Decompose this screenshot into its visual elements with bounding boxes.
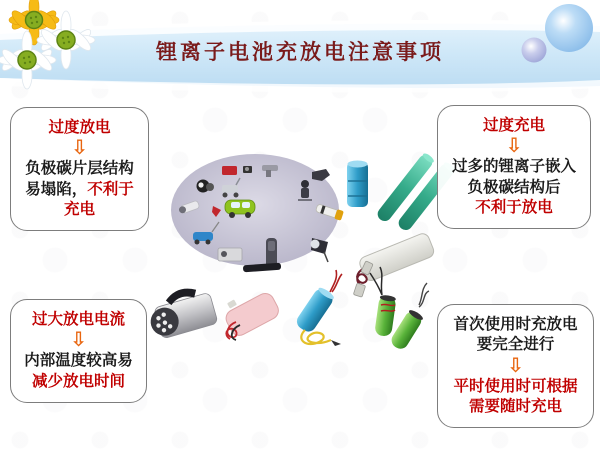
note-box-large-discharge-current xyxy=(10,299,147,403)
effect-highlight: 减少放电时间 xyxy=(31,370,125,390)
effect-text: 负极碳片层结构易塌陷， xyxy=(25,158,134,198)
down-arrow-icon: ⇩ xyxy=(505,133,523,158)
note-box-over-charge xyxy=(437,105,591,229)
blue-cylinder-battery-icon xyxy=(347,161,368,208)
spotlight-lamp-icon xyxy=(311,238,329,262)
pink-battery-pack-icon xyxy=(223,290,282,340)
cause-label: 过度放电 xyxy=(48,117,111,136)
note-box-first-use xyxy=(437,304,594,428)
cause-label: 过度充电 xyxy=(482,115,545,134)
projector-icon xyxy=(218,248,242,261)
red-battery-box-icon xyxy=(222,166,237,175)
effect-highlight: 平时使用时可根据需要随时充电 xyxy=(453,375,578,416)
cause-label: 首次使用时充放电要完全进行 xyxy=(453,314,578,354)
note-box-over-discharge xyxy=(10,107,149,231)
down-arrow-icon: ⇩ xyxy=(507,352,524,377)
effect-text: 过多的锂离子嵌入负极碳结构后 xyxy=(451,156,576,196)
effect-text: 内部温度较高易 xyxy=(24,350,133,370)
device-collage-image xyxy=(171,154,344,272)
silver-spotlight-flashlight-icon xyxy=(144,282,218,341)
down-arrow-icon: ⇩ xyxy=(71,135,88,160)
down-arrow-icon: ⇩ xyxy=(70,327,87,352)
page-title: 锂离子电池充放电注意事项 xyxy=(156,39,444,64)
cause-label: 过大放电电流 xyxy=(31,309,125,328)
green-battery-pack-icon xyxy=(361,261,429,352)
effect-highlight: 不利于放电 xyxy=(475,197,553,217)
blue-battery-yellow-wire-icon xyxy=(294,270,342,346)
camera-icon xyxy=(243,166,252,173)
effect-highlight: 不利于充电 xyxy=(63,178,134,219)
